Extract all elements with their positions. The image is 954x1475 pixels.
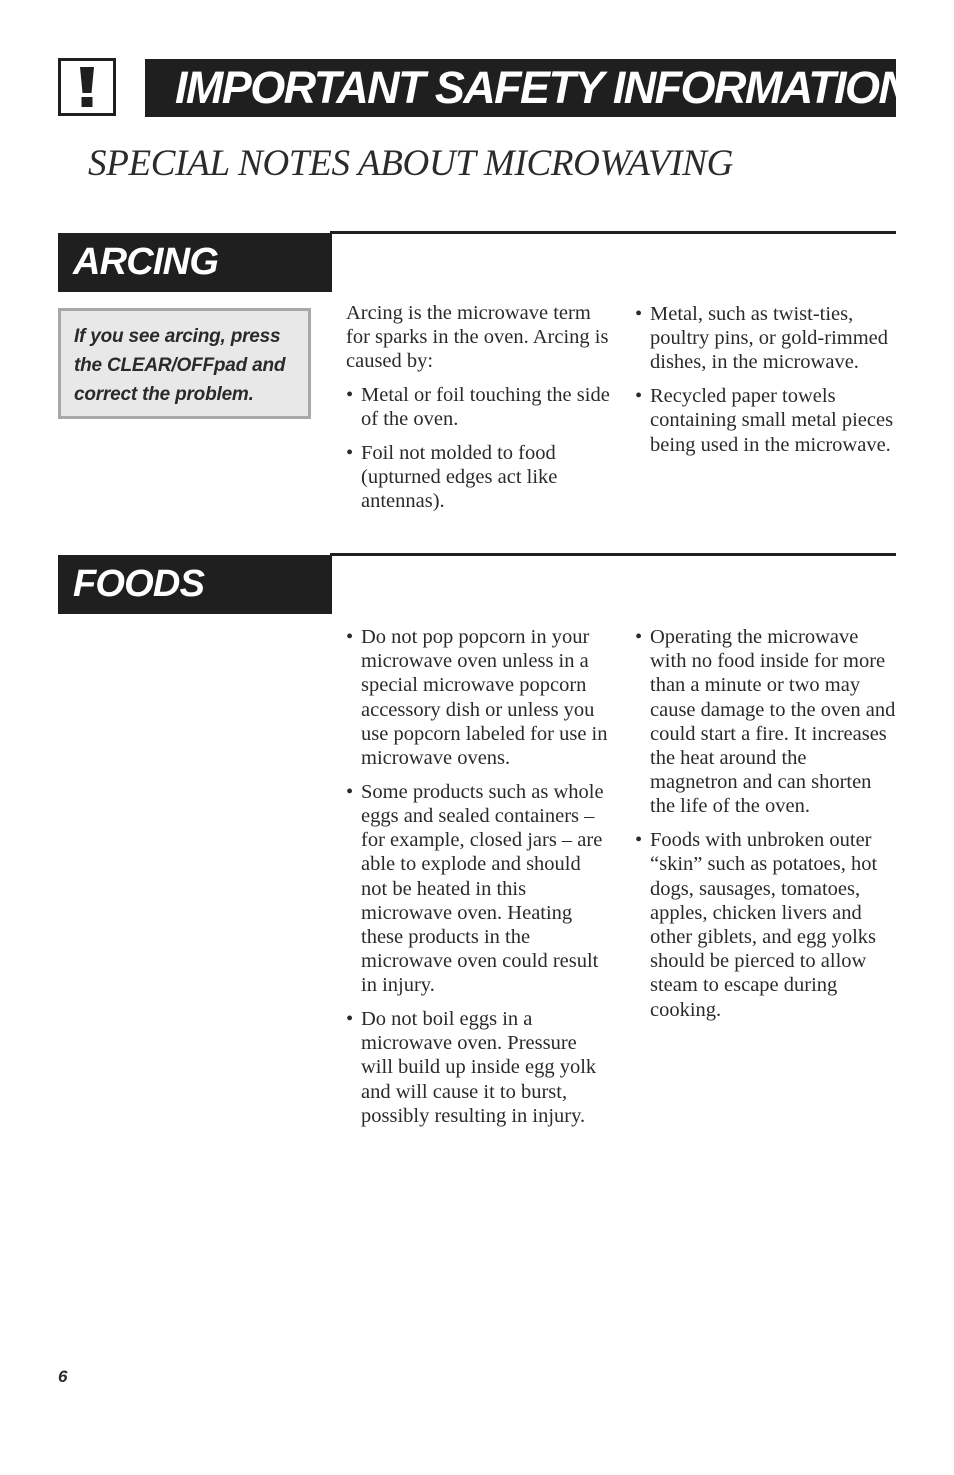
foods-column-right (635, 625, 897, 1031)
list-item: • Recycled paper towels containing small metal pieces being used in the microwave. (635, 384, 895, 457)
arcing-heading-bar (58, 233, 332, 292)
list-item: • Do not boil eggs in a microwave oven. Pressure will build up inside egg yolk and will cause it to burst, possibly resulting in injury. (346, 1007, 608, 1128)
list-item: • Some products such as whole eggs and sealed containers – for example, closed jars – are able to explode and should not be heated in this microwave oven. Heating these products in the microwave oven could result in injury. (346, 780, 608, 998)
arcing-column-right (635, 302, 895, 466)
exclamation-icon (58, 58, 116, 116)
title-bar (145, 59, 910, 117)
foods-bullet-list-left (346, 625, 608, 1128)
arcing-heading: ARCING (73, 241, 219, 283)
list-item: • Foil not molded to food (upturned edges act like antennas). (346, 441, 616, 514)
page-title: IMPORTANT SAFETY INFORMATION (175, 62, 910, 113)
foods-heading-bar (58, 555, 332, 614)
arcing-note: If you see arcing, press the CLEAR/OFFpad and correct the problem. (58, 308, 311, 419)
list-item: • Operating the microwave with no food inside for more than a minute or two may cause damage to the oven and could start a fire. It increases the heat around the magnetron and can shorten the life of the oven. (635, 625, 897, 819)
list-item: • Metal, such as twist-ties, poultry pins, or gold-rimmed dishes, in the microwave. (635, 302, 895, 375)
list-item: • Foods with unbroken outer “skin” such as potatoes, hot dogs, sausages, tomatoes, apples, chicken livers and other giblets, and egg yolks should be pierced to allow steam to escape during cooking. (635, 828, 897, 1022)
page-subtitle: SPECIAL NOTES ABOUT MICROWAVING (88, 143, 734, 184)
list-item: • Metal or foil touching the side of the oven. (346, 383, 616, 431)
arcing-intro: Arcing is the microwave term for sparks in the oven. Arcing is caused by: (346, 302, 609, 373)
page-number: 6 (58, 1367, 68, 1386)
arcing-divider (330, 231, 896, 234)
arcing-bullet-list-left (346, 383, 616, 514)
foods-bullet-list-right (635, 625, 897, 1022)
foods-column-left (346, 625, 608, 1138)
arcing-column-left (346, 301, 616, 523)
arcing-bullet-list-right (635, 302, 895, 457)
foods-heading: FOODS (73, 563, 205, 605)
foods-divider (330, 553, 896, 556)
list-item: • Do not pop popcorn in your microwave oven unless in a special microwave popcorn accessory dish or unless you use popcorn labeled for use in microwave ovens. (346, 625, 608, 770)
